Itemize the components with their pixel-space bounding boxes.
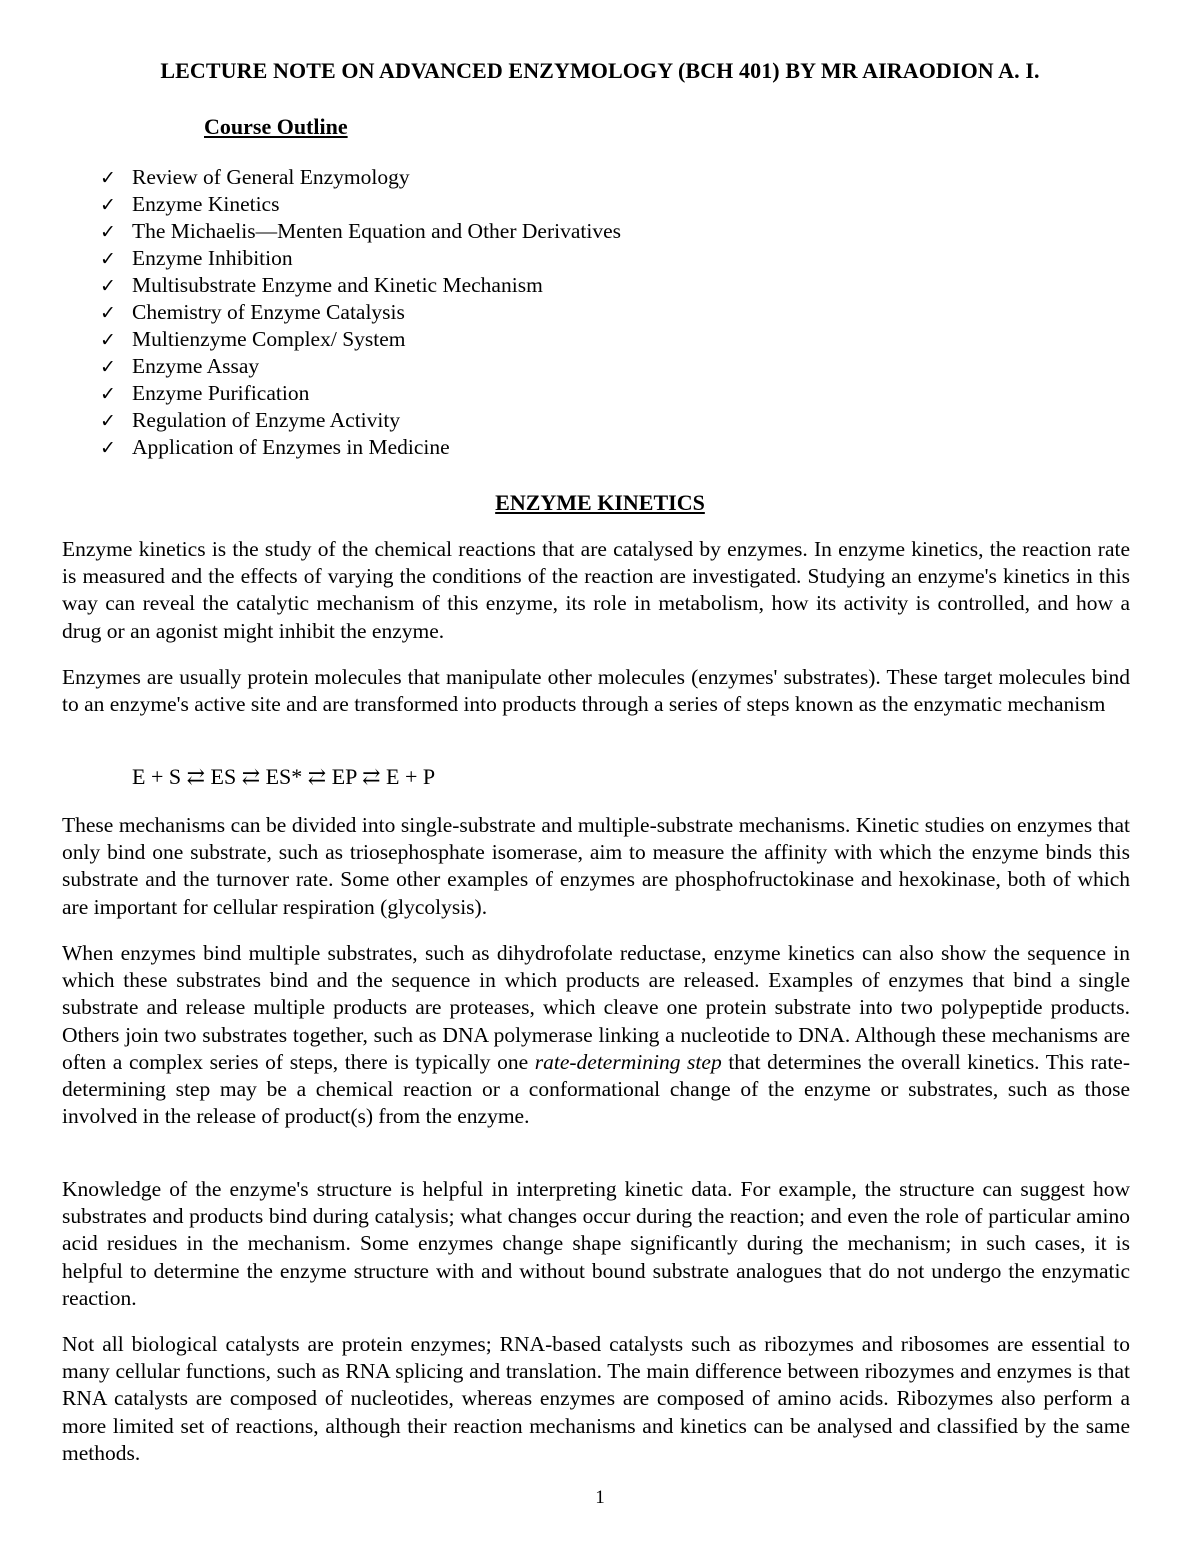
outline-item <box>100 218 621 245</box>
emphasis-rate-determining-step: rate-determining step <box>534 1049 722 1074</box>
checkmark-icon: ✓ <box>100 168 116 189</box>
checkmark-icon: ✓ <box>100 384 116 405</box>
outline-item-label: Enzyme Purification <box>132 381 310 405</box>
page-number: 1 <box>595 1487 605 1508</box>
enzyme-kinetics-heading: ENZYME KINETICS <box>495 490 705 515</box>
checkmark-icon: ✓ <box>100 411 116 432</box>
outline-item <box>100 272 621 299</box>
outline-item <box>100 380 621 407</box>
outline-item-label: Review of General Enzymology <box>132 165 410 189</box>
reaction-equation: E + S ⇄ ES ⇄ ES* ⇄ EP ⇄ E + P <box>132 764 436 789</box>
outline-item <box>100 191 621 218</box>
course-outline-list <box>100 164 621 461</box>
outline-item <box>100 299 621 326</box>
checkmark-icon: ✓ <box>100 438 116 459</box>
outline-item-label: Enzyme Assay <box>132 354 260 378</box>
paragraph-intro: Enzyme kinetics is the study of the chemical reactions that are catalysed by enzymes. In enzyme kinetics, the reaction rate is measured and the effects of varying the conditions of the reaction are investigated. Studying an enzyme's kinetics in this way can reveal the catalytic mechanism of this enzyme, its role in metabolism, how its activity is controlled, and how a drug or an agonist might inhibit the enzyme. <box>62 537 1130 643</box>
paragraph-multiple-substrates <box>62 940 1130 1130</box>
document-title: LECTURE NOTE ON ADVANCED ENZYMOLOGY (BCH 401) BY MR AIRAODION A. I. <box>160 58 1040 83</box>
outline-item-label: Regulation of Enzyme Activity <box>132 408 401 432</box>
checkmark-icon: ✓ <box>100 303 116 324</box>
checkmark-icon: ✓ <box>100 195 116 216</box>
outline-item <box>100 245 621 272</box>
paragraph-text: When enzymes bind multiple substrates, such as dihydrofolate reductase, enzyme kinetics can also show the sequence in which these substrates bind and the sequence in which products are released. Examples of enzymes that bind a single substrate and release multiple products are proteases, which cleave one protein substrate into two polypeptide products. Others join two substrates together, such as DNA polymerase linking a nucleotide to DNA. Although these mechanisms are often a complex series of steps, there is typically one <box>62 941 1130 1074</box>
outline-item <box>100 326 621 353</box>
checkmark-icon: ✓ <box>100 249 116 270</box>
outline-item-label: Multisubstrate Enzyme and Kinetic Mechanism <box>132 273 543 297</box>
outline-item-label: Enzyme Inhibition <box>132 246 293 270</box>
outline-item-label: Chemistry of Enzyme Catalysis <box>132 300 405 324</box>
outline-item <box>100 353 621 380</box>
checkmark-icon: ✓ <box>100 276 116 297</box>
outline-item <box>100 407 621 434</box>
checkmark-icon: ✓ <box>100 222 116 243</box>
outline-item <box>100 434 621 461</box>
paragraph-text: that determines the overall kinetics. This rate-determining step may be a chemical reaction or a conformational change of the enzyme or substrates, such as those involved in the release of product(s) from the enzyme. <box>62 1049 1131 1129</box>
outline-item-label: Multienzyme Complex/ System <box>132 327 406 351</box>
checkmark-icon: ✓ <box>100 357 116 378</box>
paragraph-structure: Knowledge of the enzyme's structure is helpful in interpreting kinetic data. For example, the structure can suggest how substrates and products bind during catalysis; what changes occur during the reaction; and even the role of particular amino acid residues in the mechanism. Some enzymes change shape significantly during the mechanism; in such cases, it is helpful to determine the enzyme structure with and without bound substrate analogues that do not undergo the enzymatic reaction. <box>62 1177 1130 1310</box>
paragraph-ribozymes: Not all biological catalysts are protein enzymes; RNA-based catalysts such as ribozymes and ribosomes are essential to many cellular functions, such as RNA splicing and translation. The main difference between ribozymes and enzymes is that RNA catalysts are composed of nucleotides, whereas enzymes are composed of amino acids. Ribozymes also perform a more limited set of reactions, although their reaction mechanisms and kinetics can be analysed and classified by the same methods. <box>62 1332 1130 1465</box>
paragraph-enzymes: Enzymes are usually protein molecules that manipulate other molecules (enzymes' substrates). These target molecules bind to an enzyme's active site and are transformed into products through a series of steps known as the enzymatic mechanism <box>62 665 1130 717</box>
outline-item-label: Application of Enzymes in Medicine <box>132 435 450 459</box>
outline-item-label: The Michaelis—Menten Equation and Other Derivatives <box>132 219 621 243</box>
outline-item-label: Enzyme Kinetics <box>132 192 280 216</box>
checkmark-icon: ✓ <box>100 330 116 351</box>
course-outline-heading: Course Outline <box>204 114 348 139</box>
paragraph-mechanisms: These mechanisms can be divided into single-substrate and multiple-substrate mechanisms. Kinetic studies on enzymes that only bind one substrate, such as triosephosphate isomerase, aim to measure the affinity with which the enzyme binds this substrate and the turnover rate. Some other examples of enzymes are phosphofructokinase and hexokinase, both of which are important for cellular respiration (glycolysis). <box>62 813 1130 919</box>
outline-item <box>100 164 621 191</box>
